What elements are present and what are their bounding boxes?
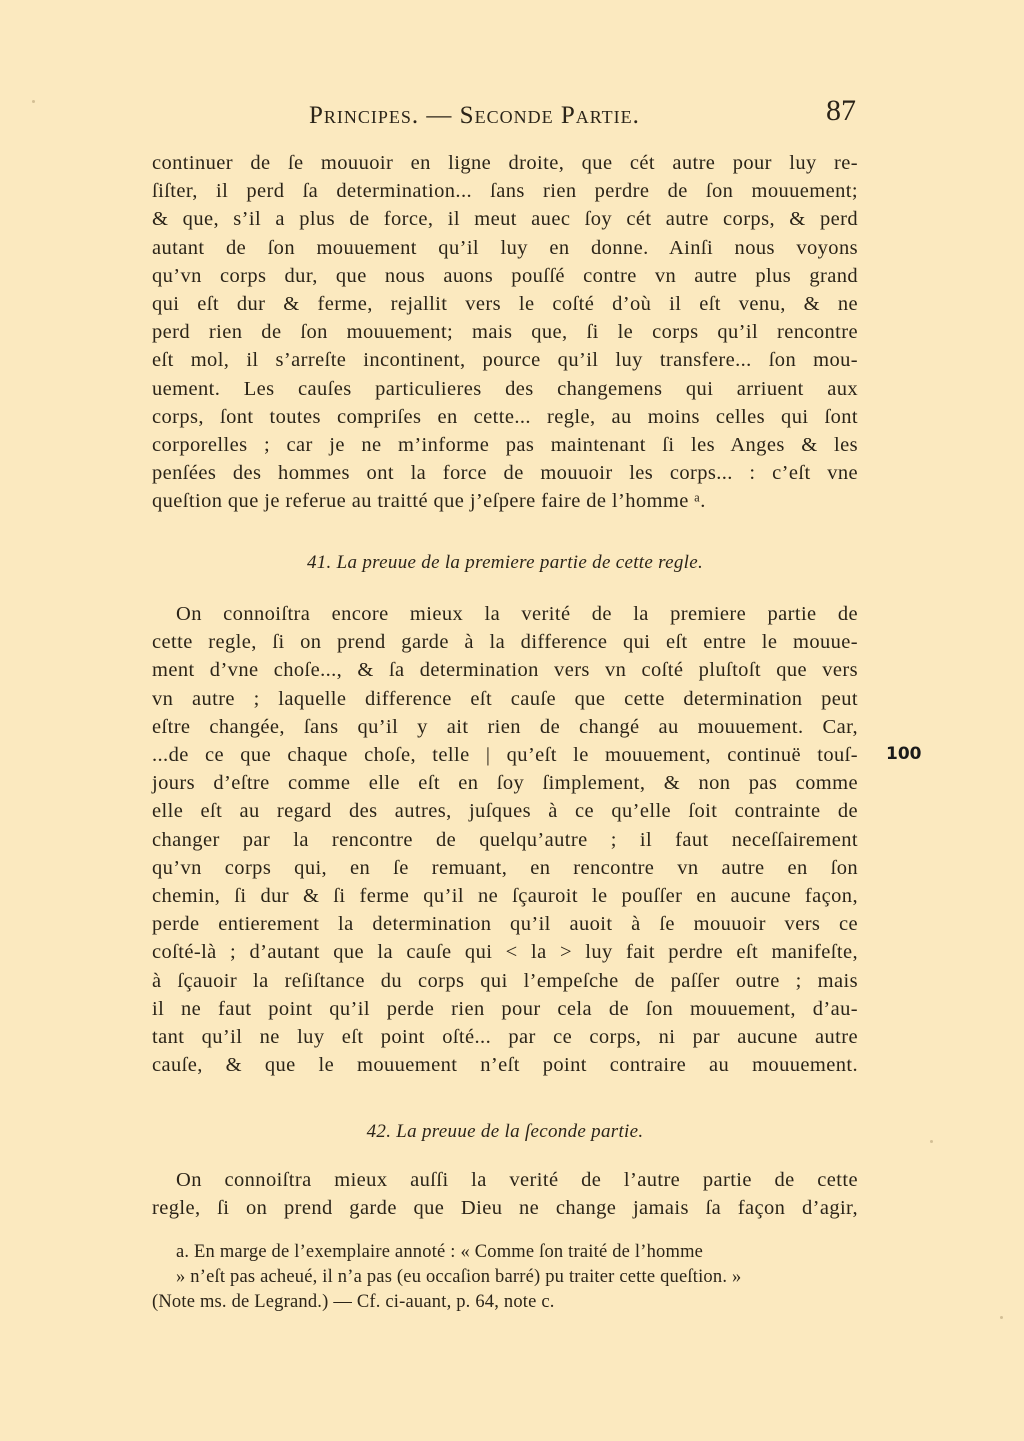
text-line: jours d’eſtre comme elle eſt en ſoy ſimplement, & non pas comme (152, 772, 858, 795)
text-line: tant qu’il ne luy eſt point oſté... par ce corps, ni par aucune autre (152, 1026, 858, 1049)
text-line: ...de ce que chaque choſe, telle | qu’eſt le mouuement, continuë touſ- (152, 744, 858, 767)
text-line: vn autre ; laquelle difference eſt cauſe que cette determination peut (152, 687, 858, 710)
paper-speck (1000, 1316, 1003, 1319)
running-head (152, 94, 858, 140)
text-line: elle eſt au regard des autres, juſques à ce qu’elle ſoit contrainte de (152, 800, 858, 823)
section-heading-41: 41. La preuue de la premiere partie de cette regle. (306, 552, 704, 573)
paragraph-41 (152, 600, 858, 1079)
text-line: qu’vn corps qui, en ſe remuant, en rencontre vn autre en ſon (152, 856, 858, 879)
paper-speck (32, 100, 35, 103)
text-line: chemin, ſi dur & ſi ferme qu’il ne ſçauroit le pouſſer en aucune façon, (152, 885, 858, 908)
footnote (152, 1240, 860, 1315)
text-line: eſtre changée, ſans qu’il y ait rien de changé au mouuement. Car, (152, 715, 858, 738)
text-line: à ſçauoir la reſiſtance du corps qui l’empeſche de paſſer outre ; mais (152, 969, 858, 992)
paper-speck (930, 1140, 933, 1143)
text-line: On connoiſtra encore mieux la verité de la premiere partie de (176, 603, 858, 625)
text-line: corporelles ; car je ne m’informe pas maintenant ſi les Anges & les (152, 434, 858, 457)
text-line: ſiſter, il perd ſa determination... ſans rien perdre de ſon mouuement; (152, 180, 858, 203)
text-line: On connoiſtra mieux auſſi la verité de l’autre partie de cette (176, 1169, 858, 1191)
page-number: 87 (826, 94, 856, 127)
text-line: perd rien de ſon mouuement; mais que, ſi le corps qu’il rencontre (152, 321, 858, 344)
text-line: ment d’vne choſe..., & ſa determination vers vn coſté pluſtoſt que vers (152, 659, 858, 682)
text-line: cauſe, & que le mouuement n’eſt point contraire au mouuement. (152, 1054, 858, 1077)
footnote-line: a. En marge de l’exemplaire annoté : « Comme ſon traité de l’homme (176, 1242, 704, 1262)
text-line: perde entierement la determination qu’il auoit à ſe mouuoir vers ce (152, 913, 858, 936)
footnote-line: » n’eſt pas acheué, il n’a pas (eu occaſion barré) pu traiter cette queſtion. » (176, 1267, 742, 1287)
text-line: & que, s’il a plus de force, il meut auec ſoy cét autre corps, & perd (152, 208, 858, 231)
text-line: il ne faut point qu’il perde rien pour cela de ſon mouuement, d’au- (152, 997, 858, 1020)
text-line: queſtion que je referue au traitté que j’eſpere faire de l’homme ᵃ. (152, 490, 706, 513)
text-line: qui eſt dur & ferme, rejallit vers le coſté d’où il eſt venu, & ne (152, 293, 858, 316)
margin-page-reference: 100 (886, 744, 922, 764)
text-line: coſté-là ; d’autant que la cauſe qui < la > luy fait perdre eſt manifeſte, (152, 941, 858, 964)
text-line: continuer de ſe mouuoir en ligne droite, que cét autre pour luy re- (152, 152, 858, 174)
section-heading-42: 42. La preuue de la ſeconde partie. (366, 1121, 644, 1142)
text-line: eſt mol, il s’arreſte incontinent, pource qu’il luy transfere... ſon mou- (152, 349, 858, 372)
text-line: penſées des hommes ont la force de mouuoir les corps... : c’eſt vne (152, 462, 858, 485)
running-title: Principes. — Seconde Partie. (309, 102, 640, 129)
footnote-line: (Note ms. de Legrand.) — Cf. ci-auant, p. 64, note c. (152, 1292, 555, 1312)
text-line: qu’vn corps dur, que nous auons pouſſé contre vn autre plus grand (152, 264, 858, 287)
text-line: corps, ſont toutes compriſes en cette... regle, au moins celles qui ſont (152, 405, 858, 428)
text-line: changer par la rencontre de quelqu’autre ; il faut neceſſairement (152, 828, 858, 851)
text-line: autant de ſon mouuement qu’il luy en donne. Ainſi nous voyons (152, 236, 858, 259)
paragraph-continuation (152, 149, 858, 516)
paragraph-42 (152, 1166, 858, 1222)
text-line: regle, ſi on prend garde que Dieu ne change jamais ſa façon d’agir, (152, 1197, 858, 1220)
text-line: cette regle, ſi on prend garde à la difference qui eſt entre le mouue- (152, 631, 858, 654)
text-line: uement. Les cauſes particulieres des changemens qui arriuent aux (152, 377, 858, 400)
